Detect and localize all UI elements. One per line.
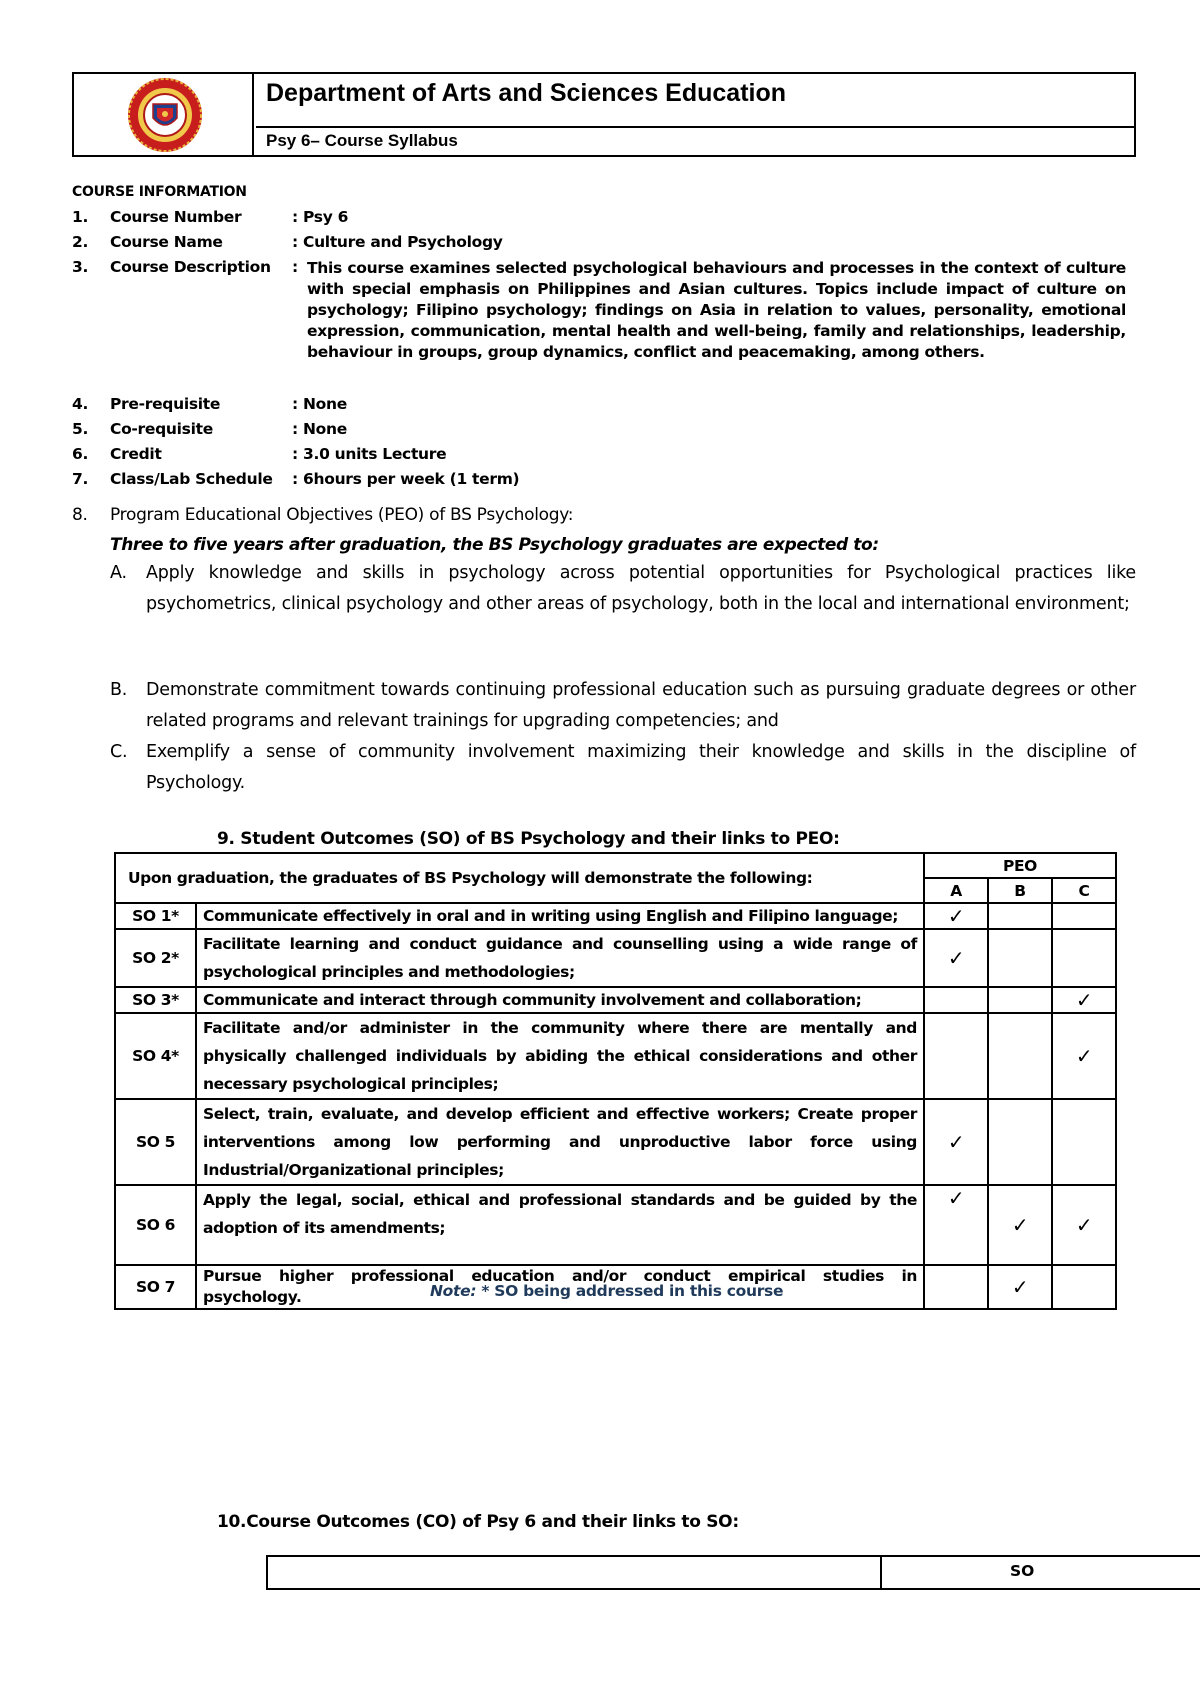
note-label: Note: xyxy=(430,1282,477,1300)
info-num: 4. xyxy=(72,395,89,413)
title-cell xyxy=(256,74,1134,128)
info-value: : None xyxy=(292,420,347,438)
peo-item-b xyxy=(110,675,1136,737)
department-title: Department of Arts and Sciences Education xyxy=(266,79,787,107)
peo-intro: Three to five years after graduation, the BS Psychology graduates are expected to: xyxy=(110,535,879,555)
so-description: Communicate effectively in oral and in writing using English and Filipino language; xyxy=(196,903,924,929)
syllabus-subtitle: Psy 6– Course Syllabus xyxy=(266,131,458,150)
so-description: Facilitate learning and conduct guidance and counselling using a wide range of psychological principles and methodologies; xyxy=(196,929,924,987)
peo-text: Demonstrate commitment towards continuing professional education such as pursuing graduate degrees or other related programs and relevant trainings for upgrading competencies; and xyxy=(146,680,1136,731)
check-icon xyxy=(988,903,1052,929)
peo-item-c xyxy=(110,737,1136,799)
check-icon: ✓ xyxy=(988,1185,1052,1265)
check-icon xyxy=(988,1099,1052,1185)
peo-col-c: C xyxy=(1052,878,1116,903)
check-icon xyxy=(924,1265,988,1309)
peo-text: Exemplify a sense of community involvement maximizing their knowledge and skills in the discipline of Psychology. xyxy=(146,742,1136,793)
course-description-text: This course examines selected psychological behaviours and processes in the context of culture with special emphasis on Philippines and Asian cultures. Topics include impact of culture on psychology; Filipino psychology; findings on Asia in relation to values, personality, emotional expression, communication, mental health and well-being, family and relationships, leadership, behaviour in groups, group dynamics, conflict and peacemaking, among others. xyxy=(307,259,1126,361)
check-icon xyxy=(1052,1265,1116,1309)
college-seal-icon xyxy=(119,76,211,154)
so-label: SO 7 xyxy=(115,1265,196,1309)
so-description: Pursue higher professional education and/or conduct empirical studies in psychology. xyxy=(196,1265,924,1309)
co-so-header: SO xyxy=(1010,1562,1035,1580)
check-icon: ✓ xyxy=(1052,1013,1116,1099)
peo-num: 8. xyxy=(72,505,88,525)
so-label: SO 1* xyxy=(115,903,196,929)
info-label: Co-requisite xyxy=(110,420,213,438)
info-label: Course Description xyxy=(110,258,271,276)
table-row xyxy=(115,929,1116,987)
info-value: : 3.0 units Lecture xyxy=(292,445,447,463)
so-description: Select, train, evaluate, and develop efficient and effective workers; Create proper interventions among low performing and unproductive labor force using Industrial/Organizational principles; xyxy=(196,1099,924,1185)
info-num: 1. xyxy=(72,208,89,226)
check-icon xyxy=(924,1013,988,1099)
peo-letter: B. xyxy=(110,680,128,700)
info-label: Course Name xyxy=(110,233,223,251)
co-table xyxy=(266,1555,1200,1590)
table-row xyxy=(115,987,1116,1013)
peo-col-b: B xyxy=(988,878,1052,903)
peo-item-a xyxy=(110,558,1136,620)
check-icon: ✓ xyxy=(1052,987,1116,1013)
info-value: : xyxy=(292,258,298,276)
logo-cell xyxy=(74,74,254,155)
course-info-heading: COURSE INFORMATION xyxy=(72,184,247,200)
table-row xyxy=(115,1185,1116,1265)
table-row xyxy=(115,903,1116,929)
peo-letter: C. xyxy=(110,742,128,762)
info-label: Class/Lab Schedule xyxy=(110,470,273,488)
so-description: Apply the legal, social, ethical and professional standards and be guided by the adoption of its amendments; xyxy=(196,1185,924,1265)
so-section-title: 9. Student Outcomes (SO) of BS Psychology and their links to PEO: xyxy=(217,829,840,849)
peo-title-text: Program Educational Objectives (PEO) of BS Psychology: xyxy=(110,505,574,525)
so-table-header-row xyxy=(115,853,1116,878)
info-value: : None xyxy=(292,395,347,413)
info-value: : 6hours per week (1 term) xyxy=(292,470,520,488)
check-icon xyxy=(988,987,1052,1013)
check-icon: ✓ xyxy=(924,929,988,987)
subtitle-cell xyxy=(256,129,1134,155)
so-label: SO 3* xyxy=(115,987,196,1013)
so-header-text: Upon graduation, the graduates of BS Psychology will demonstrate the following: xyxy=(115,853,924,903)
info-num: 3. xyxy=(72,258,89,276)
info-value: : Culture and Psychology xyxy=(292,233,503,251)
check-icon xyxy=(1052,929,1116,987)
so-label: SO 2* xyxy=(115,929,196,987)
table-row xyxy=(115,1013,1116,1099)
info-num: 6. xyxy=(72,445,89,463)
so-note xyxy=(430,1282,783,1300)
document-header xyxy=(72,72,1136,157)
check-icon xyxy=(924,987,988,1013)
peo-text: Apply knowledge and skills in psychology across potential opportunities for Psychological practices like psychometrics, clinical psychology and other areas of psychology, both in the local and international environment; xyxy=(146,563,1136,614)
so-label: SO 4* xyxy=(115,1013,196,1099)
so-table xyxy=(114,852,1117,1310)
peo-col-a: A xyxy=(924,878,988,903)
check-icon: ✓ xyxy=(924,1185,988,1265)
info-num: 5. xyxy=(72,420,89,438)
so-description: Facilitate and/or administer in the community where there are mentally and physically challenged individuals by abiding the ethical considerations and other necessary psychological principles; xyxy=(196,1013,924,1099)
check-icon xyxy=(988,929,1052,987)
info-num: 7. xyxy=(72,470,89,488)
co-so-header-cell xyxy=(884,1557,1200,1588)
note-text: * SO being addressed in this course xyxy=(476,1282,784,1300)
info-label: Credit xyxy=(110,445,162,463)
peo-letter: A. xyxy=(110,563,127,583)
info-label: Pre-requisite xyxy=(110,395,221,413)
info-label: Course Number xyxy=(110,208,242,226)
info-value: : Psy 6 xyxy=(292,208,349,226)
peo-column-header: PEO xyxy=(924,853,1116,878)
co-section-title: 10.Course Outcomes (CO) of Psy 6 and their links to SO: xyxy=(217,1512,739,1532)
check-icon xyxy=(1052,1099,1116,1185)
table-row xyxy=(115,1099,1116,1185)
so-label: SO 6 xyxy=(115,1185,196,1265)
check-icon xyxy=(988,1013,1052,1099)
check-icon xyxy=(1052,903,1116,929)
check-icon: ✓ xyxy=(988,1265,1052,1309)
co-header-cell xyxy=(268,1557,882,1588)
info-num: 2. xyxy=(72,233,89,251)
check-icon: ✓ xyxy=(924,1099,988,1185)
so-label: SO 5 xyxy=(115,1099,196,1185)
check-icon: ✓ xyxy=(924,903,988,929)
check-icon: ✓ xyxy=(1052,1185,1116,1265)
so-description: Communicate and interact through community involvement and collaboration; xyxy=(196,987,924,1013)
